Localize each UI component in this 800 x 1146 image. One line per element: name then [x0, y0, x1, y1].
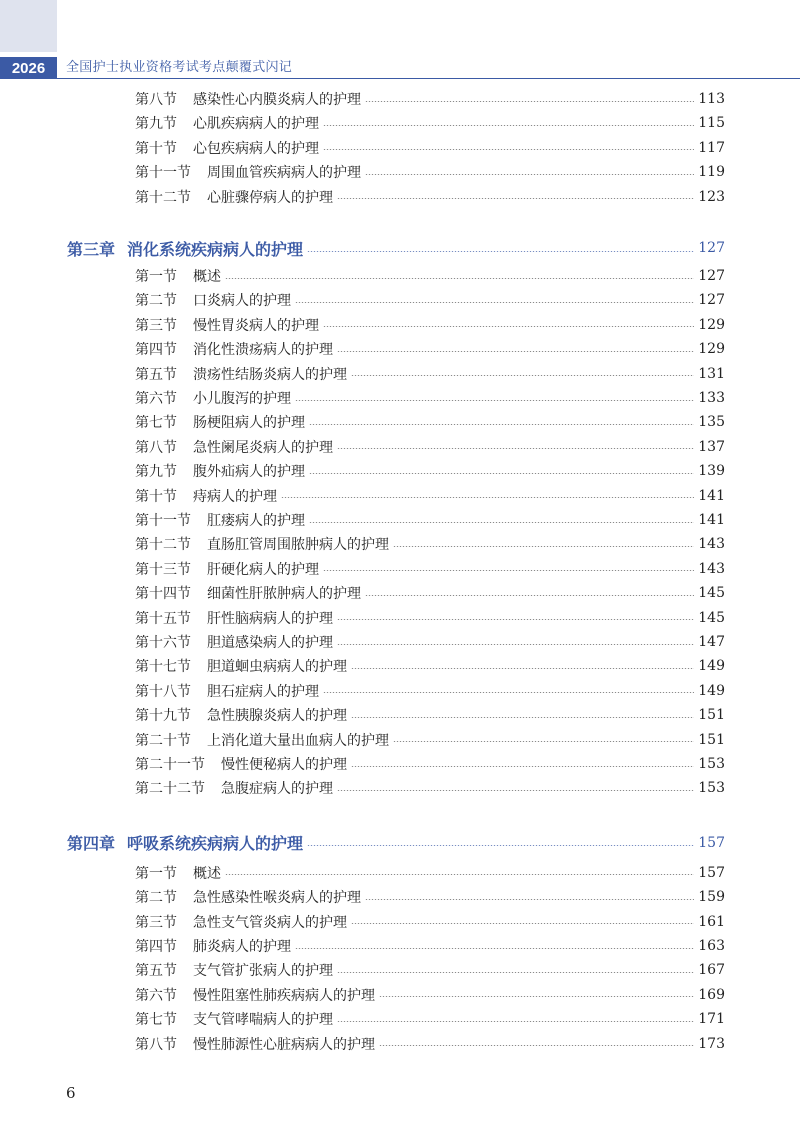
page-ref: 167	[698, 962, 725, 979]
section-title: 肝性脑病病人的护理	[207, 610, 333, 627]
dot-leader	[379, 1045, 694, 1046]
section-title: 痔病人的护理	[193, 488, 277, 505]
dot-leader	[365, 899, 694, 900]
dot-leader	[295, 400, 694, 401]
dot-leader	[323, 570, 694, 571]
chapter-number: 第四章	[67, 834, 116, 854]
section-number: 第十一节	[135, 513, 191, 529]
page-ref: 127	[698, 268, 725, 284]
chapter-heading[interactable]	[67, 235, 725, 261]
section-title: 急性胰腺炎病人的护理	[207, 708, 347, 725]
section-number: 第二十节	[135, 732, 191, 749]
dot-leader	[365, 595, 694, 596]
toc-entry[interactable]	[135, 704, 725, 726]
page-ref: 133	[698, 390, 725, 406]
page-ref: 149	[698, 658, 725, 675]
section-number: 第六节	[135, 391, 177, 407]
toc-entry[interactable]	[135, 582, 725, 604]
section-title: 小儿腹泻的护理	[193, 391, 291, 407]
section-title: 慢性便秘病人的护理	[221, 757, 347, 773]
section-title: 心脏骤停病人的护理	[207, 189, 333, 206]
toc-entry[interactable]	[135, 777, 725, 799]
header-corner-block	[0, 0, 57, 52]
section-title: 周围血管疾病病人的护理	[207, 165, 361, 182]
dot-leader	[379, 996, 694, 997]
page-ref: 153	[698, 756, 725, 772]
section-title: 消化性溃疡病人的护理	[193, 342, 333, 359]
page-ref: 123	[698, 188, 725, 205]
page-ref: 149	[698, 682, 725, 699]
dot-leader	[337, 198, 694, 199]
chapter-heading[interactable]	[67, 830, 725, 856]
section-number: 第二节	[135, 293, 177, 310]
toc-entry[interactable]	[135, 558, 725, 580]
section-number: 第二十一节	[135, 757, 205, 773]
toc-entry[interactable]	[135, 436, 725, 458]
section-title: 支气管哮喘病人的护理	[193, 1012, 333, 1029]
section-title: 肝硬化病人的护理	[207, 561, 319, 578]
section-number: 第二节	[135, 890, 177, 907]
dot-leader	[365, 101, 694, 102]
toc-entry[interactable]	[135, 753, 725, 775]
toc-entry[interactable]	[135, 161, 725, 183]
toc-entry[interactable]	[135, 607, 725, 629]
section-number: 第一节	[135, 269, 177, 285]
section-number: 第八节	[135, 1036, 177, 1053]
dot-leader	[323, 149, 694, 150]
toc-entry[interactable]	[135, 984, 725, 1006]
section-number: 第九节	[135, 464, 177, 481]
page-ref: 135	[698, 414, 725, 431]
dot-leader	[307, 845, 694, 846]
section-title: 细菌性肝脓肿病人的护理	[207, 586, 361, 603]
section-number: 第十二节	[135, 189, 191, 206]
section-number: 第七节	[135, 415, 177, 432]
section-number: 第十节	[135, 140, 177, 157]
toc-entry[interactable]	[135, 886, 725, 908]
section-title: 肛瘘病人的护理	[207, 513, 305, 529]
dot-leader	[351, 766, 694, 767]
toc-entry[interactable]	[135, 911, 725, 933]
page-ref: 119	[698, 164, 725, 181]
section-number: 第八节	[135, 92, 177, 108]
section-title: 感染性心内膜炎病人的护理	[193, 92, 361, 108]
dot-leader	[309, 424, 694, 425]
page-ref: 115	[698, 115, 725, 132]
section-title: 概述	[193, 865, 221, 882]
page-ref: 151	[698, 707, 725, 724]
toc-entry[interactable]	[135, 655, 725, 677]
dot-leader	[393, 741, 694, 742]
section-number: 第八节	[135, 439, 177, 456]
section-number: 第五节	[135, 963, 177, 980]
page-ref: 141	[698, 487, 725, 504]
page-ref: 159	[698, 889, 725, 906]
dot-leader	[309, 473, 694, 474]
section-number: 第十三节	[135, 561, 191, 578]
toc-entry[interactable]	[135, 680, 725, 702]
section-title: 腹外疝病人的护理	[193, 464, 305, 481]
dot-leader	[307, 251, 694, 252]
dot-leader	[351, 717, 694, 718]
section-title: 概述	[193, 269, 221, 285]
section-number: 第十一节	[135, 165, 191, 182]
section-number: 第六节	[135, 987, 177, 1004]
section-number: 第十节	[135, 488, 177, 505]
toc-entry[interactable]	[135, 460, 725, 482]
page-ref: 151	[698, 731, 725, 748]
dot-leader	[337, 790, 694, 791]
section-title: 胆道蛔虫病病人的护理	[207, 659, 347, 676]
section-title: 慢性阻塞性肺疾病病人的护理	[193, 987, 375, 1004]
toc-entry[interactable]	[135, 387, 725, 409]
dot-leader	[337, 972, 694, 973]
page-ref: 169	[698, 986, 725, 1003]
page-ref: 145	[698, 585, 725, 602]
section-number: 第十四节	[135, 586, 191, 603]
page-ref: 145	[698, 609, 725, 626]
section-number: 第七节	[135, 1012, 177, 1029]
page-ref: 139	[698, 463, 725, 480]
page-ref: 171	[698, 1011, 725, 1028]
section-title: 心肌疾病病人的护理	[193, 116, 319, 133]
toc-entry[interactable]	[135, 509, 725, 531]
toc-entry[interactable]	[135, 289, 725, 311]
toc-entry[interactable]	[135, 533, 725, 555]
chapter-title: 消化系统疾病病人的护理	[127, 239, 304, 259]
toc-entry[interactable]	[135, 338, 725, 360]
toc-entry[interactable]	[135, 112, 725, 134]
section-number: 第五节	[135, 366, 177, 383]
toc-entry[interactable]	[135, 631, 725, 653]
page-ref: 137	[698, 438, 725, 455]
section-title: 急性感染性喉炎病人的护理	[193, 890, 361, 907]
section-title: 急腹症病人的护理	[221, 781, 333, 798]
dot-leader	[295, 302, 694, 303]
section-number: 第四节	[135, 939, 177, 955]
toc-entry[interactable]	[135, 137, 725, 159]
dot-leader	[281, 497, 694, 498]
section-number: 第一节	[135, 865, 177, 882]
section-title: 肠梗阻病人的护理	[193, 415, 305, 432]
section-title: 胆道感染病人的护理	[207, 635, 333, 651]
section-number: 第十六节	[135, 635, 191, 651]
section-title: 心包疾病病人的护理	[193, 140, 319, 157]
page-ref: 173	[698, 1035, 725, 1052]
toc-entry[interactable]	[135, 729, 725, 751]
toc-entry[interactable]	[135, 363, 725, 385]
page-ref: 147	[698, 634, 725, 650]
page-ref: 153	[698, 780, 725, 797]
section-number: 第三节	[135, 914, 177, 931]
toc-entry[interactable]	[135, 1033, 725, 1055]
section-number: 第十九节	[135, 708, 191, 725]
section-title: 上消化道大量出血病人的护理	[207, 732, 389, 749]
section-title: 肺炎病人的护理	[193, 939, 291, 955]
dot-leader	[351, 668, 694, 669]
chapter-title: 呼吸系统疾病病人的护理	[127, 834, 304, 854]
page-ref: 143	[698, 560, 725, 577]
dot-leader	[323, 125, 694, 126]
section-number: 第三节	[135, 317, 177, 334]
book-title: 全国护士执业资格考试考点颠覆式闪记	[66, 60, 293, 75]
page-ref: 143	[698, 536, 725, 553]
section-title: 支气管扩张病人的护理	[193, 963, 333, 980]
section-number: 第十五节	[135, 610, 191, 627]
dot-leader	[365, 174, 694, 175]
dot-leader	[225, 278, 694, 279]
toc-entry[interactable]	[135, 186, 725, 208]
dot-leader	[393, 546, 694, 547]
toc-entry[interactable]	[135, 959, 725, 981]
page-ref: 163	[698, 938, 725, 954]
dot-leader	[337, 644, 694, 645]
page-ref: 161	[698, 913, 725, 930]
dot-leader	[351, 375, 694, 376]
page-ref: 157	[698, 864, 725, 881]
section-title: 口炎病人的护理	[193, 293, 291, 310]
page-ref: 141	[698, 512, 725, 528]
dot-leader	[323, 326, 694, 327]
section-number: 第四节	[135, 342, 177, 359]
chapter-number: 第三章	[67, 239, 116, 259]
page-ref: 131	[698, 365, 725, 382]
toc-entry[interactable]	[135, 485, 725, 507]
dot-leader	[337, 1021, 694, 1022]
toc-entry[interactable]	[135, 411, 725, 433]
dot-leader	[295, 948, 694, 949]
section-number: 第九节	[135, 116, 177, 133]
header-rule	[57, 78, 800, 79]
page-ref: 113	[698, 91, 725, 107]
section-number: 第二十二节	[135, 781, 205, 798]
toc-entry[interactable]	[135, 935, 725, 957]
page-number: 6	[66, 1084, 76, 1102]
page-ref: 129	[698, 341, 725, 358]
dot-leader	[337, 619, 694, 620]
toc-entry[interactable]	[135, 88, 725, 110]
page-ref: 127	[698, 292, 725, 309]
dot-leader	[309, 522, 694, 523]
section-title: 慢性肺源性心脏病病人的护理	[193, 1036, 375, 1053]
dot-leader	[337, 448, 694, 449]
section-number: 第十二节	[135, 537, 191, 554]
toc-entry[interactable]	[135, 314, 725, 336]
year-badge: 2026	[0, 57, 57, 79]
section-title: 急性阑尾炎病人的护理	[193, 439, 333, 456]
toc-entry[interactable]	[135, 1008, 725, 1030]
dot-leader	[323, 692, 694, 693]
section-number: 第十八节	[135, 683, 191, 700]
page-ref: 117	[698, 139, 725, 156]
section-title: 直肠肛管周围脓肿病人的护理	[207, 537, 389, 554]
page-ref: 157	[698, 834, 725, 851]
toc-entry[interactable]	[135, 862, 725, 884]
section-title: 急性支气管炎病人的护理	[193, 914, 347, 931]
dot-leader	[225, 874, 694, 875]
section-title: 慢性胃炎病人的护理	[193, 317, 319, 334]
section-title: 胆石症病人的护理	[207, 683, 319, 700]
toc-entry[interactable]	[135, 265, 725, 287]
dot-leader	[351, 923, 694, 924]
section-title: 溃疡性结肠炎病人的护理	[193, 366, 347, 383]
section-number: 第十七节	[135, 659, 191, 676]
page-ref: 129	[698, 316, 725, 333]
dot-leader	[337, 351, 694, 352]
page-ref: 127	[698, 240, 725, 256]
